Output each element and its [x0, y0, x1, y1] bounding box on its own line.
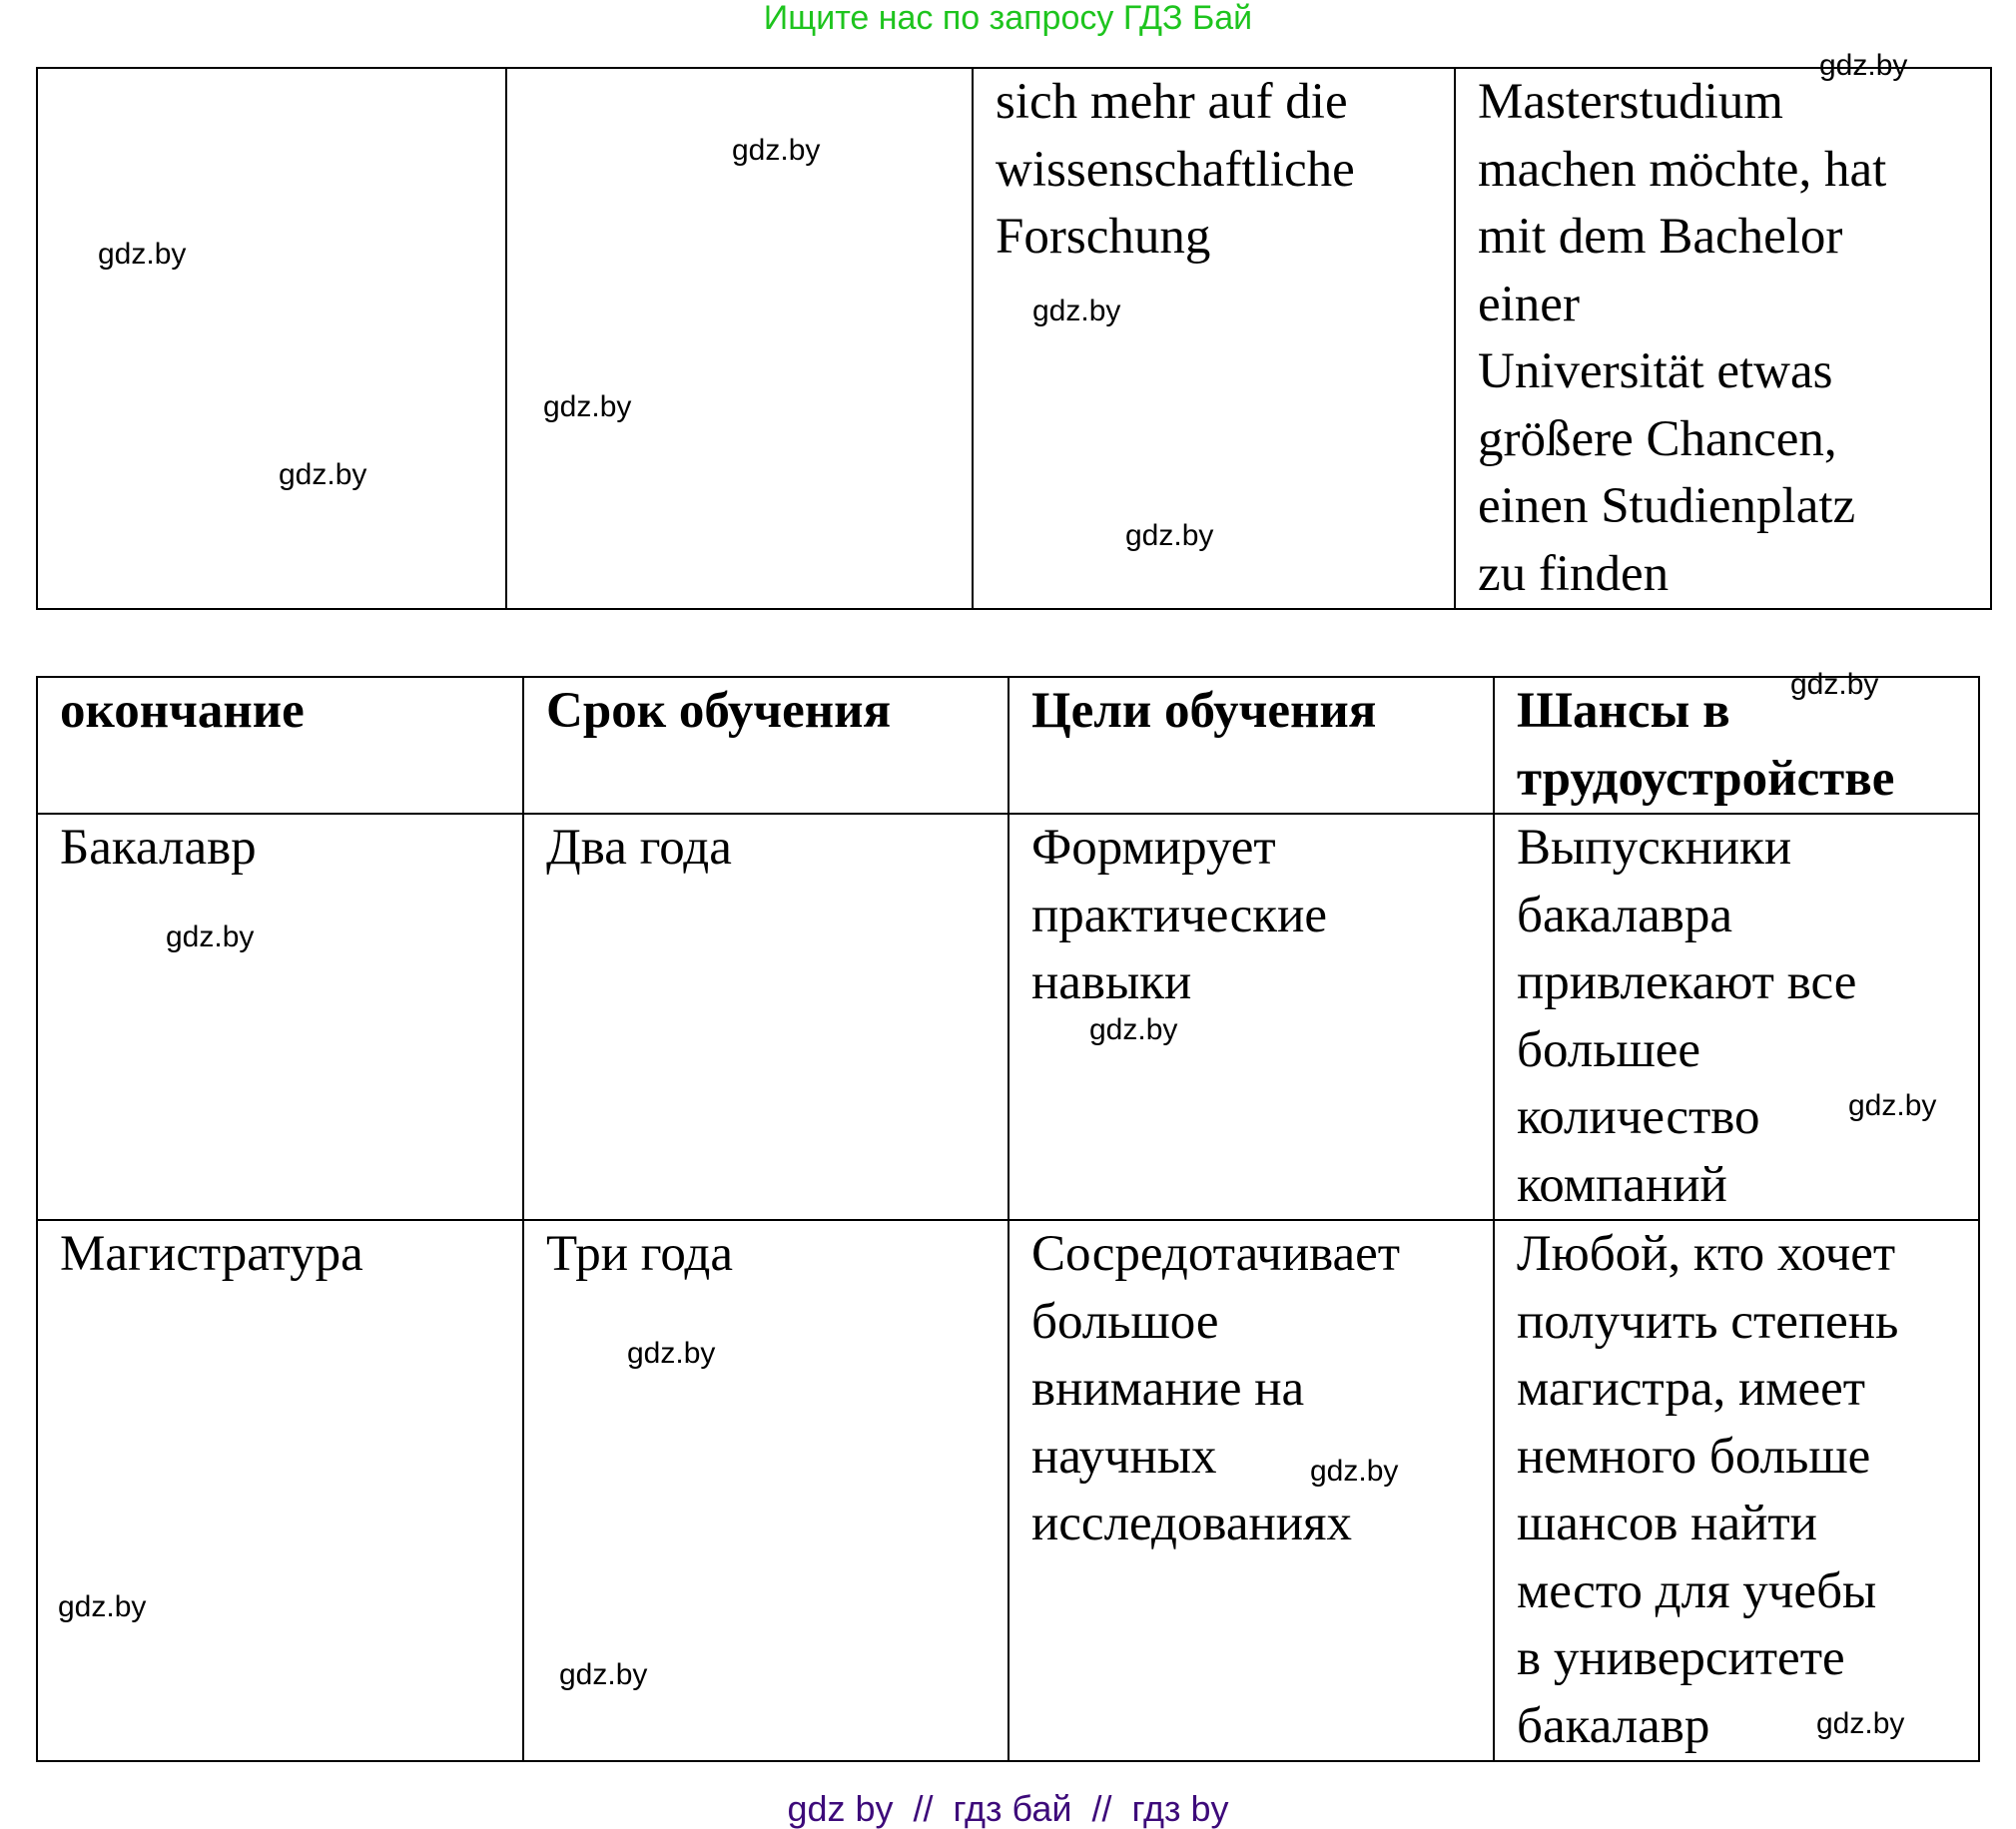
footer-watermark: gdz by // гдз бай // гдз by	[787, 1788, 1229, 1829]
watermark: gdz.by	[1819, 49, 1908, 82]
header-goals: Цели обучения	[1008, 677, 1494, 814]
watermark: gdz.by	[1089, 1013, 1178, 1046]
watermark: gdz.by	[1125, 519, 1214, 552]
header-duration: Срок обучения	[523, 677, 1008, 814]
watermark: gdz.by	[1310, 1455, 1399, 1488]
watermark: gdz.by	[1032, 295, 1121, 327]
cell-goals: Сосредотачивает большое внимание на научных исследованиях	[1008, 1220, 1494, 1761]
watermark: gdz.by	[559, 1658, 648, 1691]
cell-chances: Любой, кто хочет получить степень магистра, имеет немного больше шансов найти место для учебы в университете бакалавр	[1494, 1220, 1979, 1761]
cell-duration: Два года	[523, 814, 1008, 1220]
search-hint-banner: Ищите нас по запросу ГДЗ Бай	[763, 0, 1253, 37]
table-cell-chances-de: Masterstudium machen möchte, hat mit dem Bachelor einer Universität etwas größere Chancen, einen Studienplatz zu finden	[1455, 68, 1991, 609]
watermark: gdz.by	[1848, 1089, 1937, 1122]
table-header-row	[37, 677, 1979, 814]
table-continuation	[36, 67, 1992, 610]
cell-chances: Выпускники бакалавра привлекают все большее количество компаний	[1494, 814, 1979, 1220]
table-cell-goals-de: sich mehr auf die wissenschaftliche Forschung	[973, 68, 1455, 609]
cell-degree: Бакалавр	[37, 814, 523, 1220]
watermark: gdz.by	[1790, 668, 1879, 701]
watermark: gdz.by	[58, 1590, 147, 1623]
table-row-master	[37, 1220, 1979, 1761]
watermark: gdz.by	[166, 920, 255, 953]
watermark: gdz.by	[1816, 1707, 1905, 1740]
header-degree: окончание	[37, 677, 523, 814]
watermark: gdz.by	[279, 458, 367, 491]
table-cell-empty-1	[37, 68, 506, 609]
watermark: gdz.by	[627, 1337, 716, 1370]
watermark: gdz.by	[732, 134, 821, 167]
table-row	[37, 68, 1991, 609]
table-row-bachelor	[37, 814, 1979, 1220]
cell-goals: Формирует практические навыки	[1008, 814, 1494, 1220]
cell-duration: Три года	[523, 1220, 1008, 1761]
header-chances: Шансы в трудоустройстве	[1494, 677, 1979, 814]
cell-degree: Магистратура	[37, 1220, 523, 1761]
table-main	[36, 676, 1980, 1762]
watermark: gdz.by	[543, 390, 632, 423]
watermark: gdz.by	[98, 238, 187, 271]
